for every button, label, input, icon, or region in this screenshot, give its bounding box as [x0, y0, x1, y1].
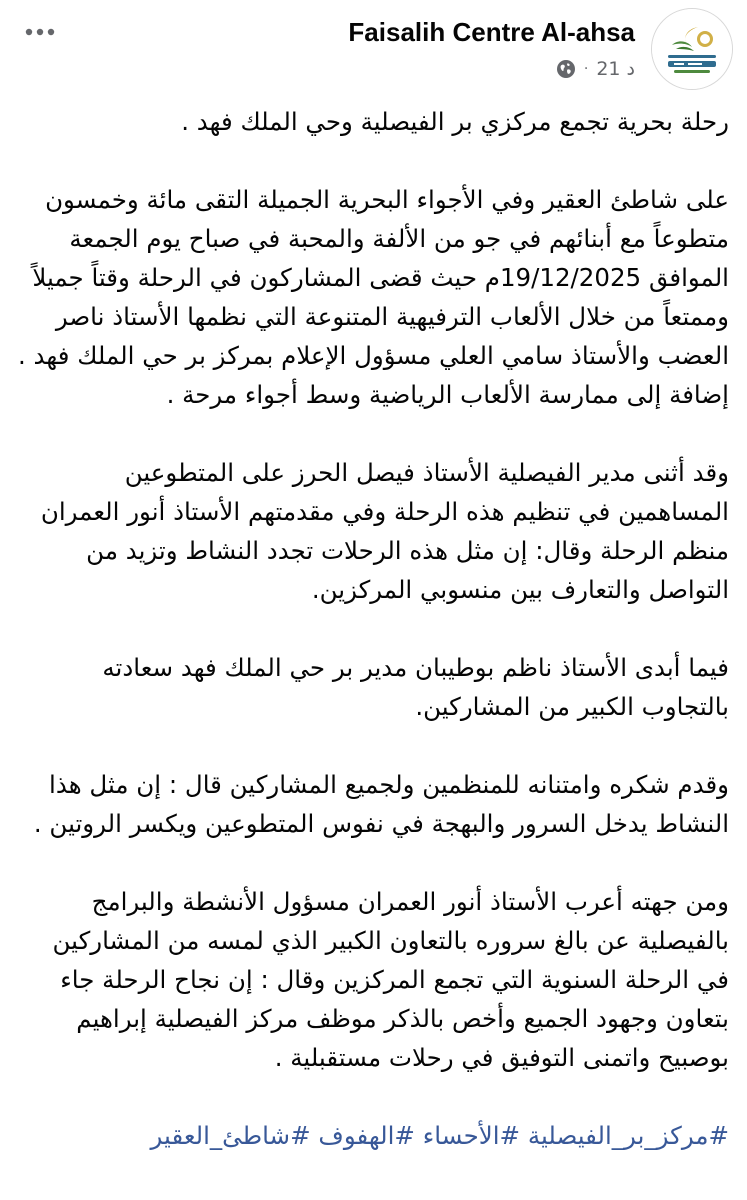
post-body: [10, 102, 729, 1155]
post-paragraph: فيما أبدى الأستاذ ناظم بوطيبان مدير بر حي الملك فهد سعادته بالتجاوب الكبير من المشاركين.: [94, 653, 729, 721]
post-header: [0, 0, 747, 96]
hashtag-link[interactable]: #شاطئ_العقير: [150, 1121, 311, 1150]
more-options-icon: [25, 28, 55, 36]
hashtag-line: [17, 1116, 729, 1155]
more-options-button[interactable]: [22, 20, 58, 44]
hashtag-link[interactable]: #الأحساء: [422, 1121, 521, 1150]
hashtag-link[interactable]: #مركز_بر_الفيصلية: [527, 1121, 729, 1150]
page-name[interactable]: Faisalih Centre Al-ahsa: [348, 17, 635, 47]
post-paragraph: ومن جهته أعرب الأستاذ أنور العمران مسؤول الأنشطة والبرامج بالفيصلية عن بالغ سروره بالتعاون الكبير الذي لمسه من المشاركين في الرحلة السنوية التي تجمع المركزين وقال : إن نجاح الرحلة جاء بتعاون وجهود الجميع وأخص بالذكر موظف مركز الفيصلية إبراهيم بوصبيح واتمنى التوفيق في رحلات مستقبلية .: [44, 887, 729, 1072]
meta-separator: ·: [583, 61, 589, 77]
page-avatar[interactable]: [651, 8, 733, 90]
post-paragraph: وقد أثنى مدير الفيصلية الأستاذ فيصل الحرز على المتطوعين المساهمين في تنظيم هذه الرحلة وفي مقدمتهم الأستاذ أنور العمران منظم الرحلة وقال: إن مثل هذه الرحلات تجدد النشاط وتزيد من التواصل والتعارف بين منسوبي المركزين.: [33, 458, 729, 604]
post-paragraph: على شاطئ العقير وفي الأجواء البحرية الجميلة التقى مائة وخمسون متطوعاً مع أبنائهم في جو من الألفة والمحبة في صباح يوم الجمعة الموافق 19/12/2025م حيث قضى المشاركون في الرحلة وقتاً جميلاً وممتعاً من خلال الألعاب الترفيهية المتنوعة التي نظمها الأستاذ ناصر العضب والأستاذ سامي العلي مسؤول الإعلام بمركز بر حي الملك فهد . إضافة إلى ممارسة الألعاب الرياضية وسط أجواء مرحة .: [10, 185, 729, 409]
hashtag-link[interactable]: #الهفوف: [318, 1121, 415, 1150]
post-time[interactable]: 21 د: [596, 58, 635, 80]
page-logo-icon: [652, 9, 732, 89]
post-paragraph: وقدم شكره وامتنانه للمنظمين ولجميع المشاركين قال : إن مثل هذا النشاط يدخل السرور والبهجة في نفوس المتطوعين ويكسر الروتين .: [33, 770, 729, 838]
post-meta: [556, 56, 635, 82]
post-paragraph: رحلة بحرية تجمع مركزي بر الفيصلية وحي الملك فهد .: [181, 107, 729, 136]
globe-icon: [556, 59, 576, 79]
